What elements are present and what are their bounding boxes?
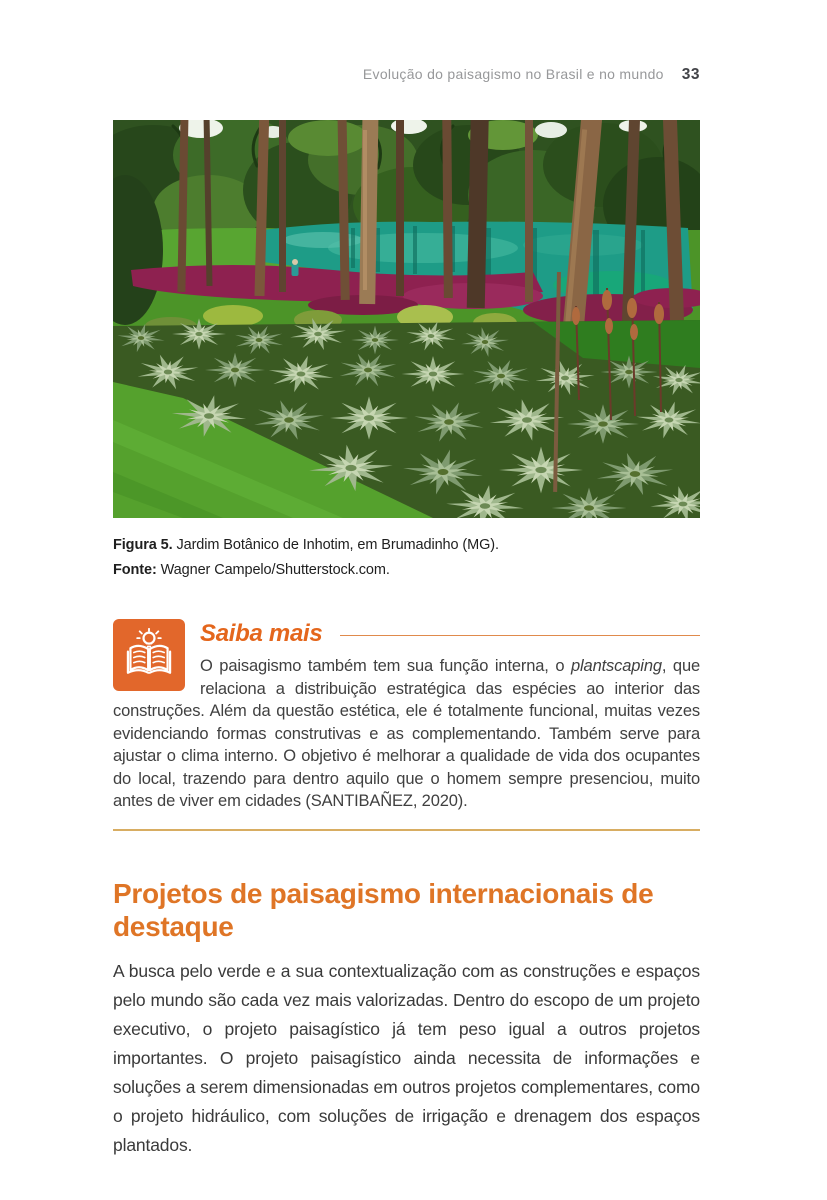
saiba-text-part2: , que relaciona a distribuição estratégica das espécies ao interior das construções. Além da questão estética, ele é totalmente funcional, muitas vezes evidenciando formas construtivas e as complementando. Também serve para ajustar o clima interno. O objetivo é melhorar a qualidade de vida dos ocupantes do local, trazendo para dentro aquilo que o homem sempre presenciou, muito antes de viver em cidades (SANTIBAÑEZ, 2020). (113, 657, 701, 810)
source-line (113, 558, 700, 583)
caption-label: Figura 5. (113, 537, 173, 553)
saiba-mais-rule (340, 635, 700, 636)
source-text: Wagner Campelo/Shutterstock.com. (156, 562, 390, 578)
caption-text: Jardim Botânico de Inhotim, em Brumadinho (MG). (172, 537, 499, 553)
section-paragraph: A busca pelo verde e a sua contextualização com as construções e espaços pelo mundo são cada vez mais valorizadas. Dentro do escopo de um projeto executivo, o projeto paisagístico já tem peso igual a outros projetos importantes. O projeto paisagístico ainda necessita de informações e soluções a serem dimensionadas em outros projetos complementares, como o projeto hidráulico, com soluções de irrigação e drenagem dos espaços plantados. (113, 960, 700, 1155)
figure-caption (113, 533, 700, 583)
running-title: Evolução do paisagismo no Brasil e no mundo (362, 66, 664, 82)
open-book-lightbulb-icon (113, 619, 185, 691)
saiba-mais-callout (113, 619, 700, 831)
section-divider (113, 829, 700, 831)
figure-photo (113, 120, 700, 518)
saiba-mais-title-row (200, 619, 700, 649)
section-heading: Projetos de paisagismo internacionais de destaque (113, 877, 654, 942)
caption-line (113, 533, 700, 558)
figure (113, 120, 700, 583)
saiba-italic-term: plantscaping (571, 657, 662, 675)
saiba-mais-title: Saiba mais (200, 620, 323, 647)
source-label: Fonte: (113, 562, 157, 578)
saiba-mais-paragraph (113, 655, 700, 813)
page-number: 33 (681, 66, 700, 83)
person-figure (292, 259, 299, 276)
running-header (113, 66, 700, 84)
saiba-text-part1: O paisagismo também tem sua função interna, o (200, 657, 572, 675)
